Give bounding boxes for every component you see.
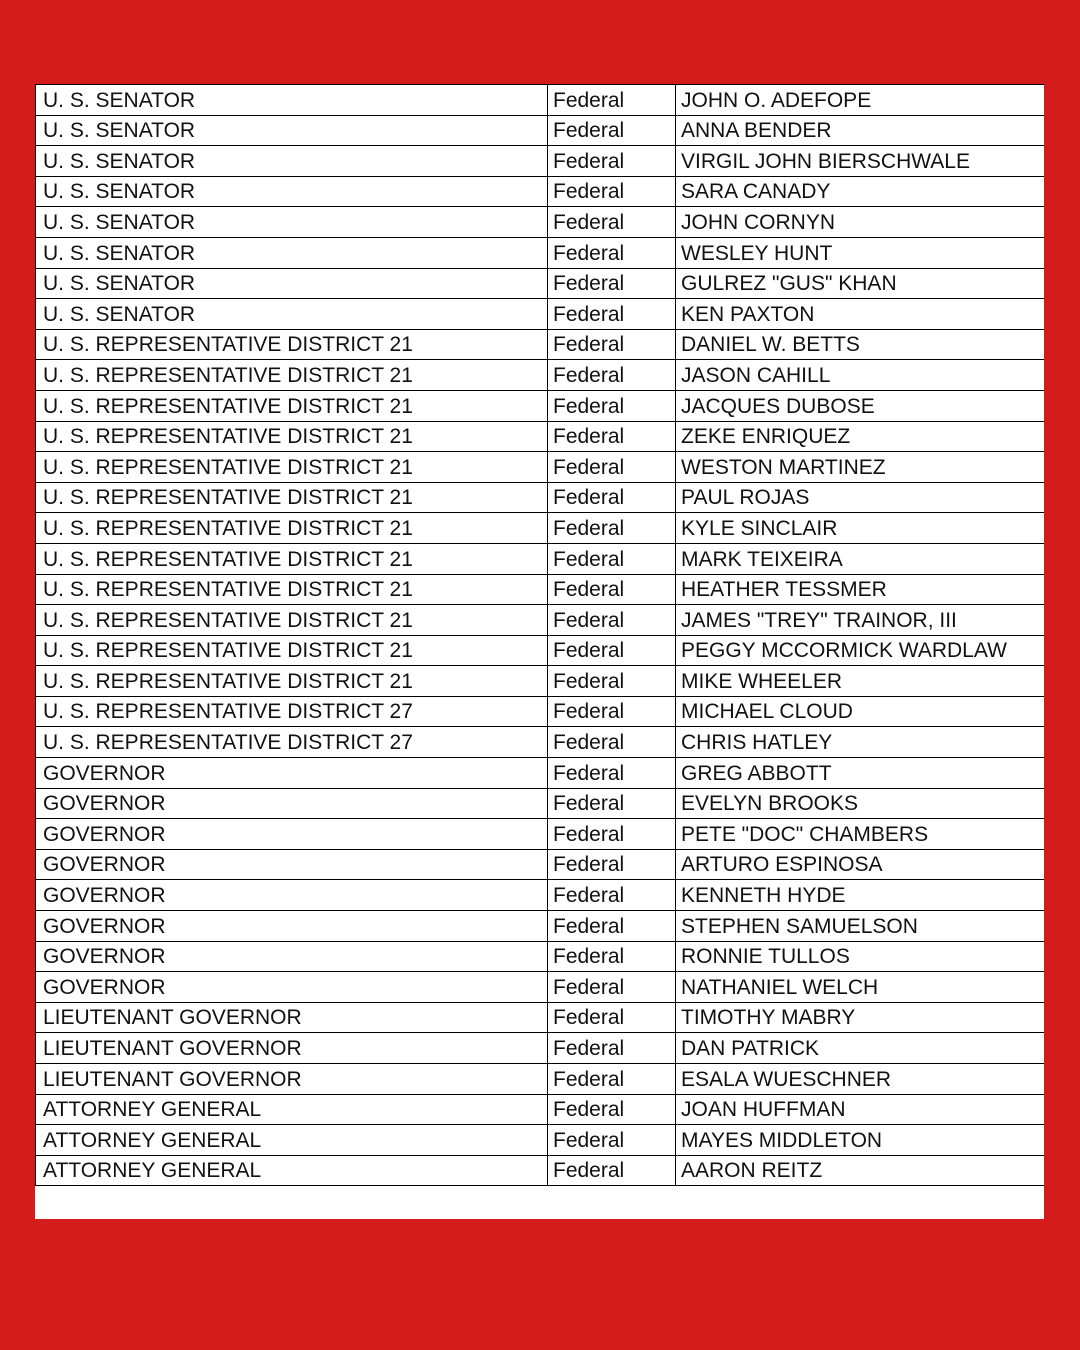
candidate-name-cell: HEATHER TESSMER [676,574,1045,605]
level-cell: Federal [548,880,676,911]
table-row [36,1155,1045,1186]
level-cell: Federal [548,727,676,758]
table-row [36,911,1045,942]
office-cell: U. S. SENATOR [36,115,548,146]
level-cell: Federal [548,758,676,789]
level-cell: Federal [548,941,676,972]
office-cell: U. S. SENATOR [36,237,548,268]
candidate-name-cell: GREG ABBOTT [676,758,1045,789]
level-cell: Federal [548,85,676,116]
office-cell: U. S. REPRESENTATIVE DISTRICT 21 [36,605,548,636]
table-row [36,727,1045,758]
office-cell: U. S. REPRESENTATIVE DISTRICT 21 [36,543,548,574]
office-cell: U. S. SENATOR [36,176,548,207]
table-row [36,452,1045,483]
candidate-table-body [36,85,1045,1186]
level-cell: Federal [548,1125,676,1156]
office-cell: U. S. SENATOR [36,268,548,299]
level-cell: Federal [548,574,676,605]
candidate-name-cell: PAUL ROJAS [676,482,1045,513]
office-cell: U. S. SENATOR [36,146,548,177]
level-cell: Federal [548,299,676,330]
table-row [36,543,1045,574]
office-cell: GOVERNOR [36,880,548,911]
office-cell: U. S. REPRESENTATIVE DISTRICT 27 [36,727,548,758]
level-cell: Federal [548,819,676,850]
candidate-name-cell: NATHANIEL WELCH [676,972,1045,1003]
office-cell: U. S. REPRESENTATIVE DISTRICT 21 [36,390,548,421]
table-row [36,390,1045,421]
level-cell: Federal [548,513,676,544]
office-cell: U. S. REPRESENTATIVE DISTRICT 21 [36,360,548,391]
candidate-name-cell: PETE "DOC" CHAMBERS [676,819,1045,850]
level-cell: Federal [548,146,676,177]
level-cell: Federal [548,329,676,360]
table-row [36,237,1045,268]
table-row [36,758,1045,789]
candidate-name-cell: RONNIE TULLOS [676,941,1045,972]
candidate-name-cell: ZEKE ENRIQUEZ [676,421,1045,452]
level-cell: Federal [548,788,676,819]
level-cell: Federal [548,911,676,942]
candidate-name-cell: CHRIS HATLEY [676,727,1045,758]
candidate-name-cell: ARTURO ESPINOSA [676,849,1045,880]
level-cell: Federal [548,1064,676,1095]
office-cell: ATTORNEY GENERAL [36,1094,548,1125]
table-row [36,1064,1045,1095]
candidate-name-cell: DANIEL W. BETTS [676,329,1045,360]
candidate-name-cell: KEN PAXTON [676,299,1045,330]
level-cell: Federal [548,360,676,391]
candidate-name-cell: TIMOTHY MABRY [676,1002,1045,1033]
candidate-name-cell: ANNA BENDER [676,115,1045,146]
level-cell: Federal [548,115,676,146]
office-cell: GOVERNOR [36,758,548,789]
candidate-name-cell: KYLE SINCLAIR [676,513,1045,544]
office-cell: GOVERNOR [36,849,548,880]
level-cell: Federal [548,1094,676,1125]
candidate-name-cell: VIRGIL JOHN BIERSCHWALE [676,146,1045,177]
candidate-name-cell: AARON REITZ [676,1155,1045,1186]
level-cell: Federal [548,972,676,1003]
office-cell: U. S. REPRESENTATIVE DISTRICT 21 [36,329,548,360]
table-row [36,941,1045,972]
level-cell: Federal [548,696,676,727]
office-cell: LIEUTENANT GOVERNOR [36,1033,548,1064]
table-row [36,482,1045,513]
table-row [36,635,1045,666]
office-cell: GOVERNOR [36,972,548,1003]
candidate-name-cell: PEGGY MCCORMICK WARDLAW [676,635,1045,666]
table-row [36,574,1045,605]
candidate-name-cell: JACQUES DUBOSE [676,390,1045,421]
office-cell: U. S. REPRESENTATIVE DISTRICT 21 [36,482,548,513]
table-row [36,207,1045,238]
table-row [36,146,1045,177]
candidate-table [35,84,1044,1186]
office-cell: U. S. REPRESENTATIVE DISTRICT 21 [36,666,548,697]
table-row [36,1125,1045,1156]
candidate-name-cell: KENNETH HYDE [676,880,1045,911]
table-row [36,421,1045,452]
table-row [36,299,1045,330]
level-cell: Federal [548,176,676,207]
candidate-name-cell: MARK TEIXEIRA [676,543,1045,574]
candidate-name-cell: JOAN HUFFMAN [676,1094,1045,1125]
level-cell: Federal [548,1002,676,1033]
table-row [36,329,1045,360]
level-cell: Federal [548,635,676,666]
table-row [36,696,1045,727]
table-row [36,1002,1045,1033]
table-row [36,880,1045,911]
candidate-name-cell: ESALA WUESCHNER [676,1064,1045,1095]
candidate-name-cell: JASON CAHILL [676,360,1045,391]
office-cell: GOVERNOR [36,819,548,850]
table-row [36,115,1045,146]
office-cell: LIEUTENANT GOVERNOR [36,1002,548,1033]
office-cell: U. S. REPRESENTATIVE DISTRICT 21 [36,452,548,483]
table-row [36,513,1045,544]
candidate-name-cell: JOHN O. ADEFOPE [676,85,1045,116]
level-cell: Federal [548,666,676,697]
level-cell: Federal [548,849,676,880]
table-row [36,1094,1045,1125]
table-row [36,360,1045,391]
candidate-name-cell: MAYES MIDDLETON [676,1125,1045,1156]
office-cell: U. S. SENATOR [36,207,548,238]
table-row [36,176,1045,207]
table-row [36,1033,1045,1064]
level-cell: Federal [548,421,676,452]
candidate-name-cell: GULREZ "GUS" KHAN [676,268,1045,299]
level-cell: Federal [548,390,676,421]
office-cell: U. S. REPRESENTATIVE DISTRICT 27 [36,696,548,727]
candidate-name-cell: JOHN CORNYN [676,207,1045,238]
candidate-name-cell: JAMES "TREY" TRAINOR, III [676,605,1045,636]
candidate-name-cell: MIKE WHEELER [676,666,1045,697]
office-cell: U. S. SENATOR [36,299,548,330]
table-row [36,849,1045,880]
office-cell: GOVERNOR [36,788,548,819]
table-row [36,819,1045,850]
level-cell: Federal [548,543,676,574]
office-cell: ATTORNEY GENERAL [36,1125,548,1156]
office-cell: U. S. REPRESENTATIVE DISTRICT 21 [36,421,548,452]
office-cell: U. S. REPRESENTATIVE DISTRICT 21 [36,574,548,605]
office-cell: GOVERNOR [36,911,548,942]
office-cell: LIEUTENANT GOVERNOR [36,1064,548,1095]
level-cell: Federal [548,207,676,238]
level-cell: Federal [548,1033,676,1064]
level-cell: Federal [548,482,676,513]
level-cell: Federal [548,268,676,299]
table-row [36,666,1045,697]
candidate-name-cell: EVELYN BROOKS [676,788,1045,819]
candidate-name-cell: DAN PATRICK [676,1033,1045,1064]
table-row [36,605,1045,636]
office-cell: GOVERNOR [36,941,548,972]
candidate-name-cell: SARA CANADY [676,176,1045,207]
candidate-name-cell: WESLEY HUNT [676,237,1045,268]
candidate-name-cell: WESTON MARTINEZ [676,452,1045,483]
level-cell: Federal [548,605,676,636]
table-row [36,268,1045,299]
table-row [36,788,1045,819]
table-row [36,972,1045,1003]
office-cell: ATTORNEY GENERAL [36,1155,548,1186]
office-cell: U. S. SENATOR [36,85,548,116]
candidate-name-cell: MICHAEL CLOUD [676,696,1045,727]
level-cell: Federal [548,452,676,483]
level-cell: Federal [548,1155,676,1186]
level-cell: Federal [548,237,676,268]
office-cell: U. S. REPRESENTATIVE DISTRICT 21 [36,513,548,544]
table-row [36,85,1045,116]
candidate-sheet [35,84,1044,1219]
office-cell: U. S. REPRESENTATIVE DISTRICT 21 [36,635,548,666]
candidate-name-cell: STEPHEN SAMUELSON [676,911,1045,942]
